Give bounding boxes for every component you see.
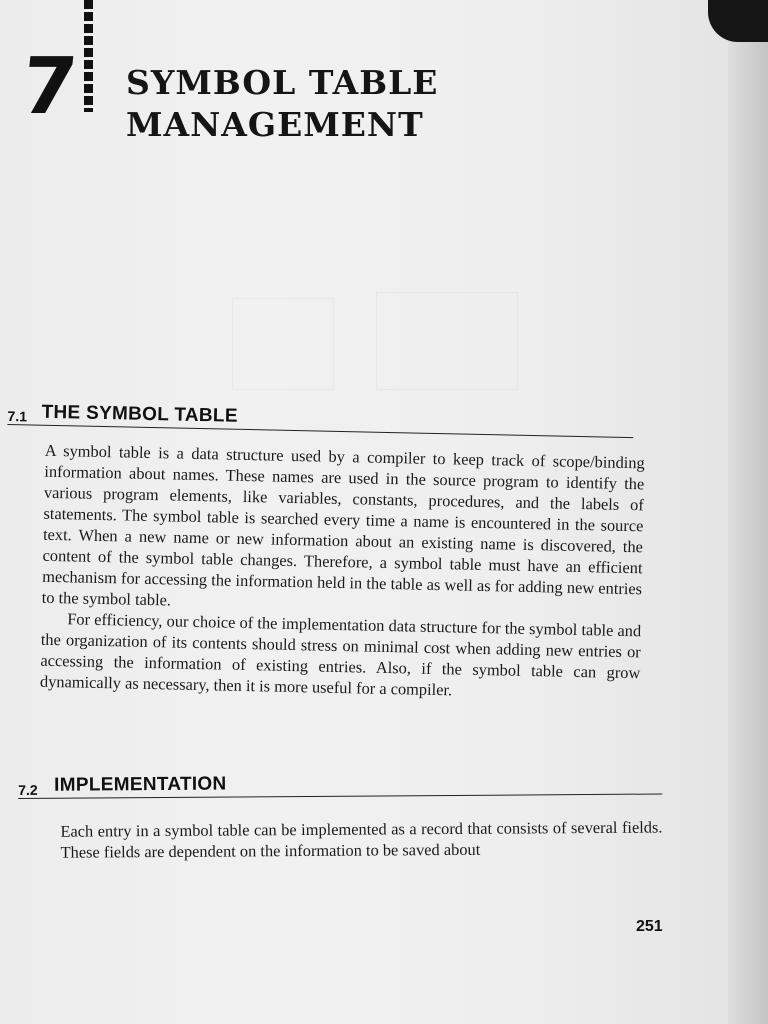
paragraph: For efficiency, our choice of the implementation data structure for the symbol table and the organization of its contents should stress on minimal cost when adding new entries or accessing the information of existing entries. Also, if the symbol table can grow dynamically as necessary, then it is more useful for a compiler. bbox=[39, 609, 642, 700]
bleed-through-box bbox=[232, 298, 334, 390]
section-symbol-table bbox=[2, 394, 645, 704]
chapter-bar-decoration bbox=[84, 0, 93, 112]
section-implementation bbox=[18, 764, 663, 863]
section-heading bbox=[7, 394, 634, 438]
bleed-through-box bbox=[376, 292, 518, 390]
chapter-number: 7 bbox=[17, 42, 82, 132]
paragraph: Each entry in a symbol table can be implemented as a record that consists of several fields. These fields are dependent on the information to be saved about bbox=[60, 817, 663, 862]
section-title: IMPLEMENTATION bbox=[54, 773, 227, 796]
chapter-title bbox=[126, 62, 438, 146]
chapter-title-line2: MANAGEMENT bbox=[126, 105, 424, 144]
chapter-title-line1: SYMBOL TABLE bbox=[126, 63, 439, 102]
section-number: 7.2 bbox=[18, 781, 38, 798]
page-number: 251 bbox=[636, 918, 663, 935]
book-spine-shadow bbox=[728, 0, 768, 1024]
section-heading bbox=[18, 764, 662, 799]
paragraph: A symbol table is a data structure used by a compiler to keep track of scope/binding information about names. These names are used in the source program to identify the various program elements, like variables, constants, procedures, and the labels of statements. The symbol table is searched every time a name is encountered in the source text. When a new name or new information about an existing name is discovered, the content of the symbol table changes. Therefore, a symbol table must have an efficient mechanism for accessing the information held in the table as well as for adding new entries to the symbol table. bbox=[41, 440, 645, 610]
section-number: 7.1 bbox=[7, 407, 28, 425]
chapter-header bbox=[17, 0, 482, 144]
section-title: THE SYMBOL TABLE bbox=[41, 401, 239, 427]
